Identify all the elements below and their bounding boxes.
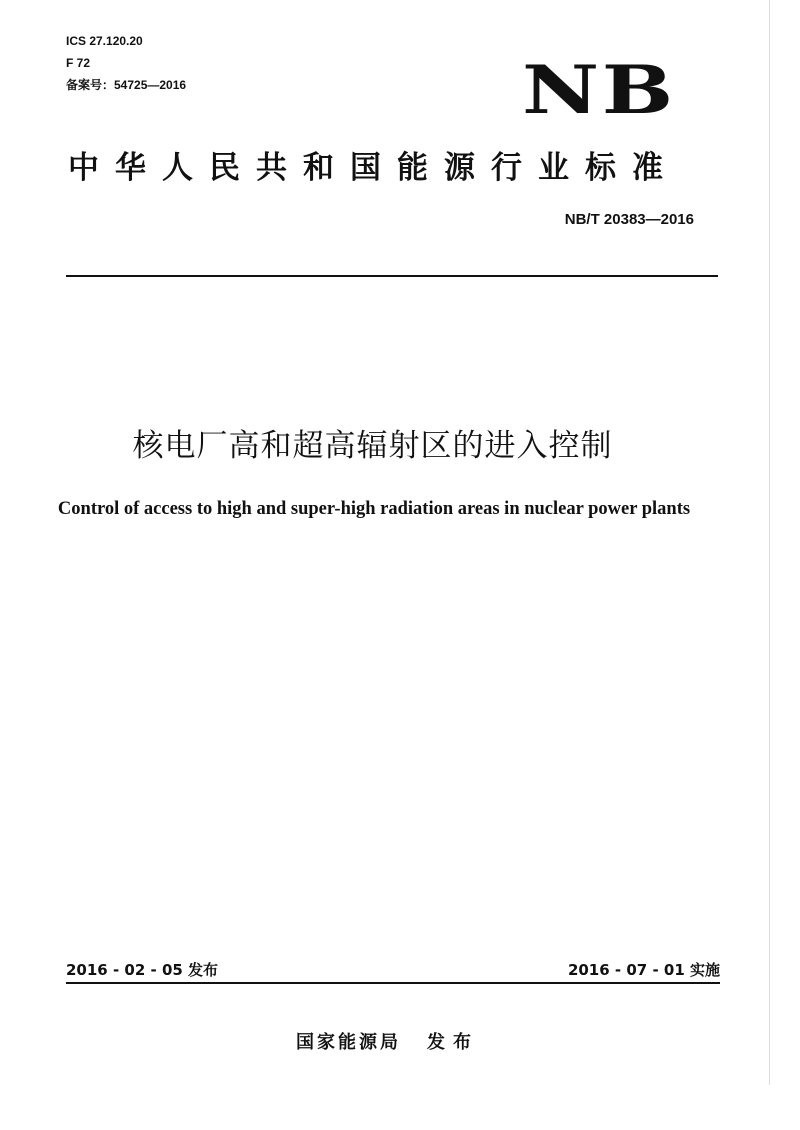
standard-category: 中华人民共和国能源行业标准 [68,150,679,186]
page-edge-divider [769,0,770,1085]
title-english: Control of access to high and super-high radiation areas in nuclear power plants [57,499,691,519]
filing-number: 备案号：54725—2016 [66,78,187,92]
ccs-code: F 72 [66,56,91,70]
nb-logo: NB [522,51,676,129]
header-divider [66,275,718,277]
issue-date: 2016 - 02 - 05 发布 [66,961,219,979]
publisher-line [0,1030,800,1056]
title-chinese: 核电厂高和超高辐射区的进入控制 [132,428,613,464]
standard-code: NB/T 20383—2016 [564,211,694,228]
ics-code: ICS 27.120.20 [66,34,143,48]
footer-divider [66,982,720,984]
effective-date: 2016 - 07 - 01 实施 [567,961,720,979]
publisher-action: 发布 [427,1032,479,1053]
classification-block [66,30,186,96]
publisher-name: 国家能源局 [296,1032,401,1053]
